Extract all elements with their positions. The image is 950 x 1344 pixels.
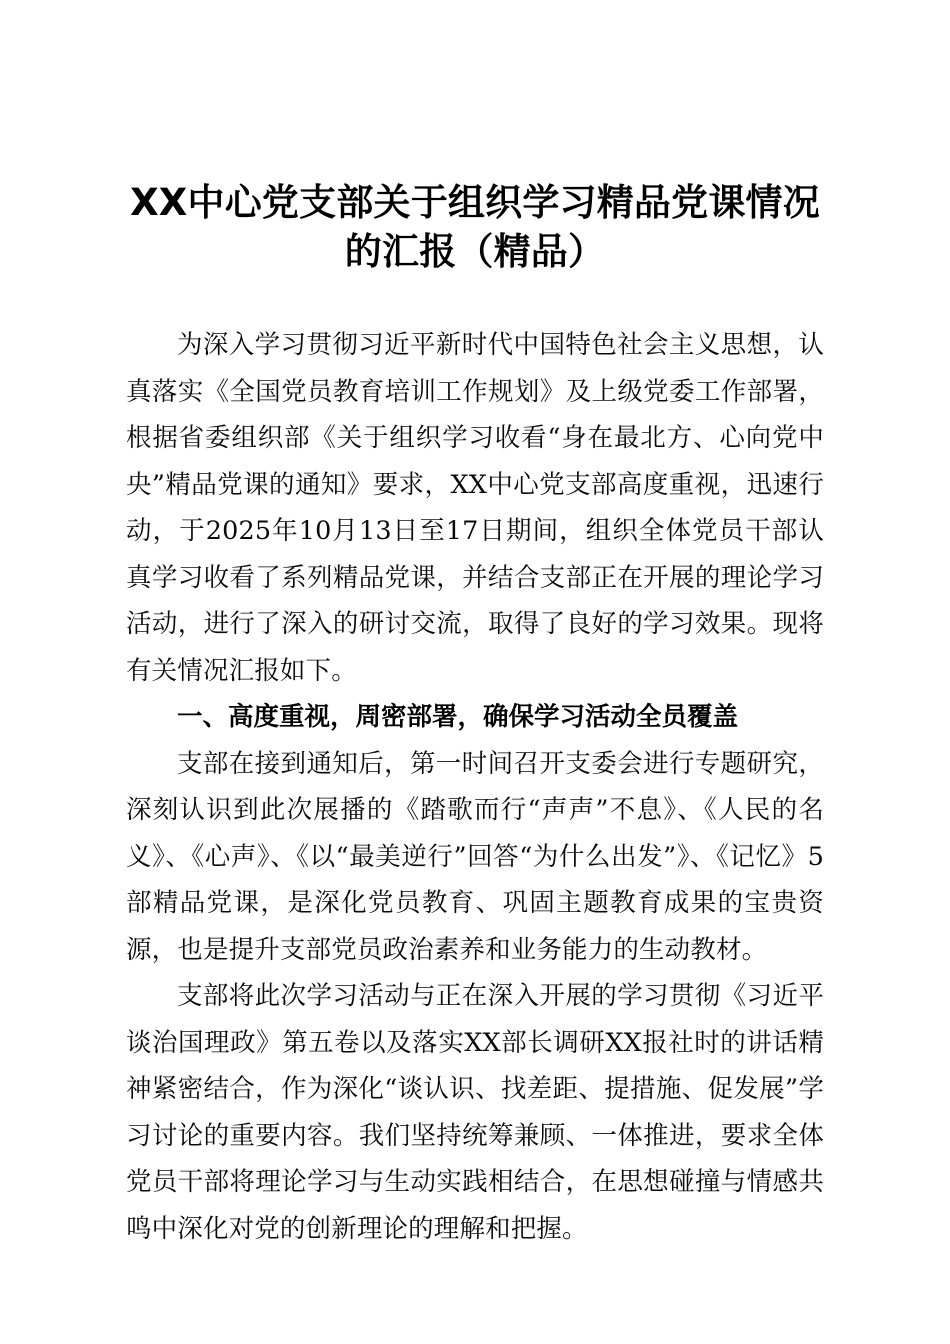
section-heading-1: 一、高度重视，周密部署，确保学习活动全员覆盖 [177,702,739,733]
paragraph-section1-b: 支部将此次学习活动与正在深入开展的学习贯彻《习近平谈治国理政》第五卷以及落实XX部长调研XX报社时的讲话精神紧密结合，作为深化“谈认识、找差距、提措施、促发展”学习讨论的重要内容。我们坚持统筹兼顾、一体推进，要求全体党员干部将理论学习与生动实践相结合，在思想碰撞与情感共鸣中深化对党的创新理论的理解和把握。 [126,981,824,1244]
document-body [126,0,824,1252]
paragraph-section1-a: 支部在接到通知后，第一时间召开支委会进行专题研究，深刻认识到此次展播的《踏歌而行“声声”不息》、《人民的名义》、《心声》、《以“最美逆行”回答“为什么出发”》、《记忆》5部精品党课，是深化党员教育、巩固主题教育成果的宝贵资源，也是提升支部党员政治素养和业务能力的生动教材。 [126,748,824,965]
page-title: XX中心党支部关于组织学习精品党课情况的汇报（精品） [130,181,820,274]
paragraph-intro: 为深入学习贯彻习近平新时代中国特色社会主义思想，认真落实《全国党员教育培训工作规划》及上级党委工作部署，根据省委组织部《关于组织学习收看“身在最北方、心向党中央”精品党课的通知》要求，XX中心党支部高度重视，迅速行动，于2025年10月13日至17日期间，组织全体党员干部认真学习收看了系列精品党课，并结合支部正在开展的理论学习活动，进行了深入的研讨交流，取得了良好的学习效果。现将有关情况汇报如下。 [126,330,824,686]
